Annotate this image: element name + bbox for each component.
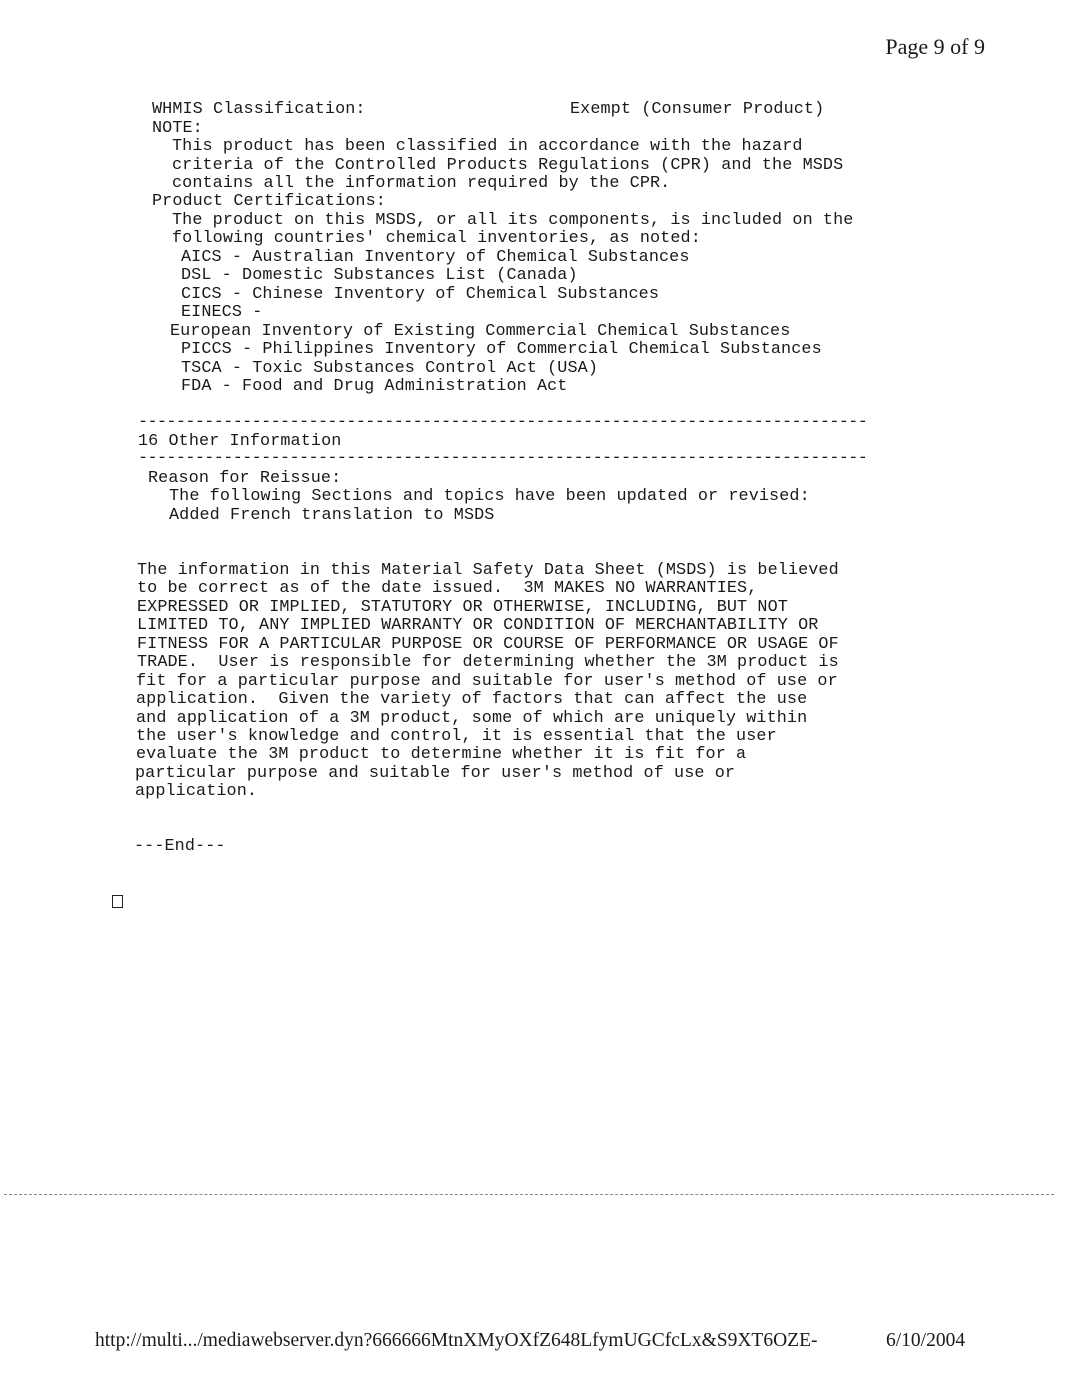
reason-line: The following Sections and topics have been updated or revised:: [169, 487, 810, 506]
note-line: criteria of the Controlled Products Regulations (CPR) and the MSDS: [172, 156, 844, 175]
section-rule: -----------------------------------------------------------------------------: [138, 449, 868, 468]
certifications-intro: The product on this MSDS, or all its components, is included on the: [172, 211, 854, 230]
disclaimer-line: the user's knowledge and control, it is essential that the user: [136, 727, 777, 746]
checkbox-icon: [112, 895, 123, 908]
disclaimer-line: The information in this Material Safety Data Sheet (MSDS) is believed: [137, 561, 839, 580]
note-line: contains all the information required by the CPR.: [172, 174, 671, 193]
disclaimer-line: LIMITED TO, ANY IMPLIED WARRANTY OR CONDITION OF MERCHANTABILITY OR: [137, 616, 819, 635]
inventory-item: EINECS -: [181, 303, 263, 322]
page-number: Page 9 of 9: [885, 34, 985, 59]
reason-label: Reason for Reissue:: [148, 469, 342, 488]
disclaimer-line: fit for a particular purpose and suitable for user's method of use or: [136, 672, 838, 691]
inventory-item: PICCS - Philippines Inventory of Commercial Chemical Substances: [181, 340, 822, 359]
end-marker: ---End---: [134, 837, 226, 856]
reason-line: Added French translation to MSDS: [169, 506, 495, 525]
inventory-item-continuation: European Inventory of Existing Commercial Chemical Substances: [170, 322, 791, 341]
disclaimer-line: to be correct as of the date issued. 3M MAKES NO WARRANTIES,: [137, 579, 758, 598]
divider: [4, 1194, 1054, 1195]
disclaimer-line: EXPRESSED OR IMPLIED, STATUTORY OR OTHERWISE, INCLUDING, BUT NOT: [137, 598, 788, 617]
footer-url: http://multi.../mediawebserver.dyn?666666MtnXMyOXfZ648LfymUGCfcLx&S9XT6OZE-: [95, 1330, 818, 1351]
inventory-item: FDA - Food and Drug Administration Act: [181, 377, 568, 396]
inventory-item: AICS - Australian Inventory of Chemical Substances: [181, 248, 690, 267]
disclaimer-line: application. Given the variety of factors that can affect the use: [136, 690, 808, 709]
footer-date: 6/10/2004: [886, 1330, 966, 1351]
inventory-item: CICS - Chinese Inventory of Chemical Substances: [181, 285, 660, 304]
note-label: NOTE:: [152, 119, 203, 138]
whmis-value: Exempt (Consumer Product): [570, 100, 825, 119]
whmis-label: WHMIS Classification:: [152, 100, 366, 119]
certifications-label: Product Certifications:: [152, 192, 386, 211]
disclaimer-line: FITNESS FOR A PARTICULAR PURPOSE OR COURSE OF PERFORMANCE OR USAGE OF: [137, 635, 839, 654]
disclaimer-line: TRADE. User is responsible for determining whether the 3M product is: [137, 653, 839, 672]
section-rule: -----------------------------------------------------------------------------: [138, 413, 868, 432]
disclaimer-line: and application of a 3M product, some of which are uniquely within: [136, 709, 808, 728]
note-line: This product has been classified in accordance with the hazard: [172, 137, 803, 156]
inventory-item: TSCA - Toxic Substances Control Act (USA): [181, 359, 598, 378]
disclaimer-line: evaluate the 3M product to determine whether it is fit for a: [136, 745, 747, 764]
certifications-intro: following countries' chemical inventories, as noted:: [172, 229, 701, 248]
section-title: 16 Other Information: [138, 432, 342, 451]
inventory-item: DSL - Domestic Substances List (Canada): [181, 266, 578, 285]
disclaimer-line: application.: [135, 782, 258, 801]
disclaimer-line: particular purpose and suitable for user's method of use or: [135, 764, 736, 783]
